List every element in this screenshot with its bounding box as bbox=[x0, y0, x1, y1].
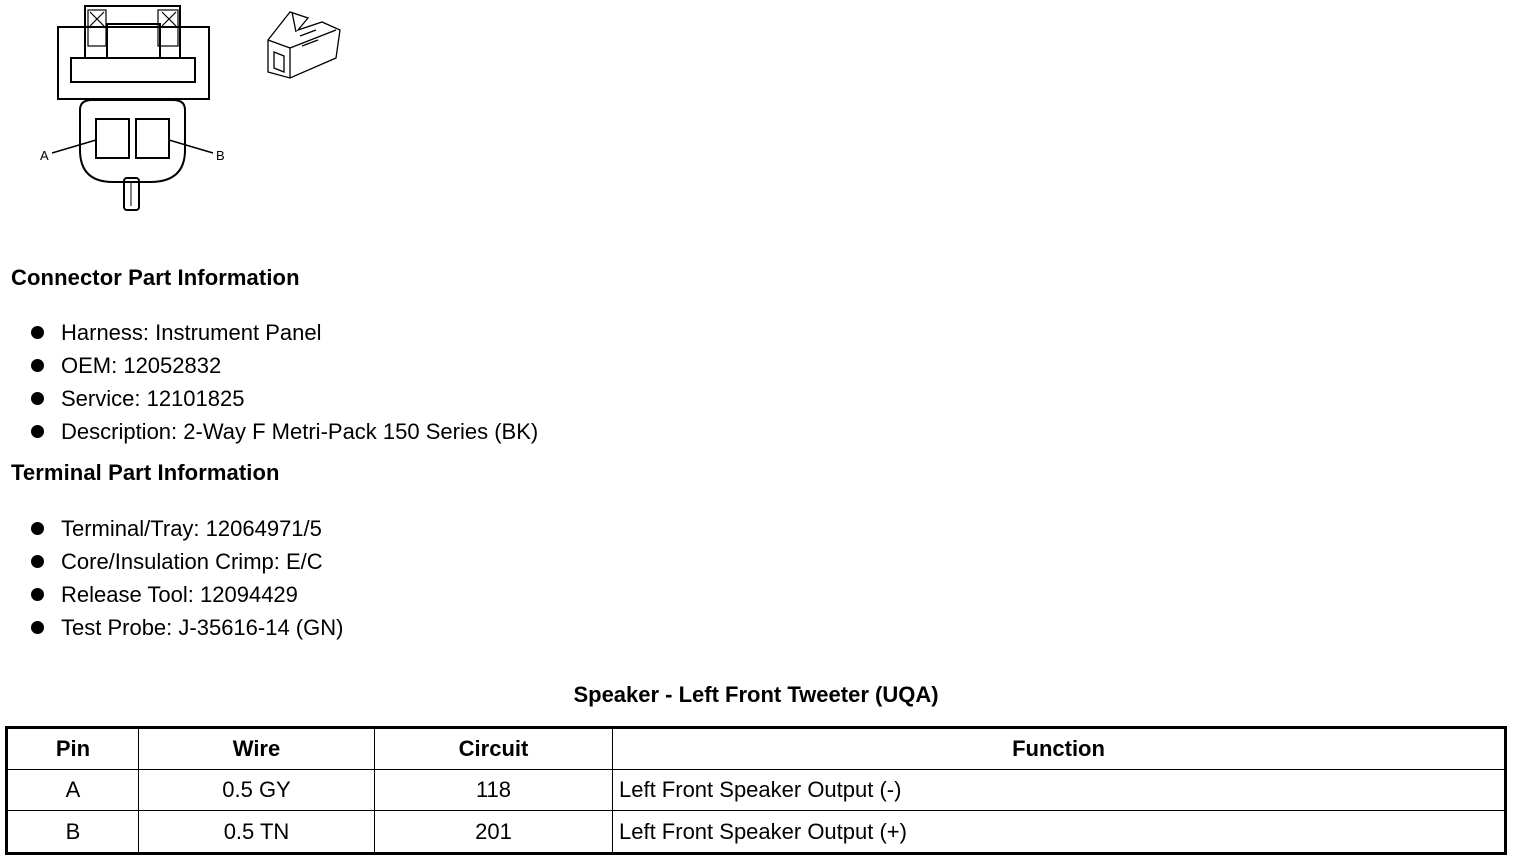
bullet-icon bbox=[31, 326, 44, 339]
bullet-icon bbox=[31, 555, 44, 568]
list-item: Harness: Instrument Panel bbox=[11, 316, 538, 349]
list-item: Service: 12101825 bbox=[11, 382, 538, 415]
bullet-icon bbox=[31, 621, 44, 634]
terminal-part-heading: Terminal Part Information bbox=[11, 460, 280, 485]
header-function: Function bbox=[613, 728, 1506, 770]
cell-wire: 0.5 TN bbox=[139, 811, 375, 854]
cell-circuit: 201 bbox=[375, 811, 613, 854]
connector-face-view bbox=[52, 6, 213, 210]
connector-diagram bbox=[0, 0, 360, 225]
table-header-row bbox=[7, 728, 1506, 770]
bullet-icon bbox=[31, 522, 44, 535]
cell-function: Left Front Speaker Output (+) bbox=[613, 811, 1506, 854]
pin-a-label: A bbox=[40, 148, 49, 163]
list-item: Test Probe: J-35616-14 (GN) bbox=[11, 611, 343, 644]
list-item: Terminal/Tray: 12064971/5 bbox=[11, 512, 343, 545]
table-row bbox=[7, 811, 1506, 854]
list-item: Release Tool: 12094429 bbox=[11, 578, 343, 611]
pin-b-label: B bbox=[216, 148, 225, 163]
table-title: Speaker - Left Front Tweeter (UQA) bbox=[573, 682, 939, 707]
header-circuit: Circuit bbox=[375, 728, 613, 770]
list-item: OEM: 12052832 bbox=[11, 349, 538, 382]
header-pin: Pin bbox=[7, 728, 139, 770]
list-item: Description: 2-Way F Metri-Pack 150 Series (BK) bbox=[11, 415, 538, 448]
header-wire: Wire bbox=[139, 728, 375, 770]
connector-part-list bbox=[11, 316, 538, 448]
bullet-icon bbox=[31, 588, 44, 601]
connector-part-heading: Connector Part Information bbox=[11, 265, 300, 290]
table-row bbox=[7, 770, 1506, 811]
list-item: Core/Insulation Crimp: E/C bbox=[11, 545, 343, 578]
cell-wire: 0.5 GY bbox=[139, 770, 375, 811]
terminal-part-list bbox=[11, 512, 343, 644]
bullet-icon bbox=[31, 425, 44, 438]
pinout-table bbox=[5, 726, 1507, 855]
bullet-icon bbox=[31, 359, 44, 372]
bullet-icon bbox=[31, 392, 44, 405]
cell-pin: A bbox=[7, 770, 139, 811]
cell-pin: B bbox=[7, 811, 139, 854]
cell-circuit: 118 bbox=[375, 770, 613, 811]
connector-iso-thumbnail bbox=[268, 12, 340, 78]
cell-function: Left Front Speaker Output (-) bbox=[613, 770, 1506, 811]
